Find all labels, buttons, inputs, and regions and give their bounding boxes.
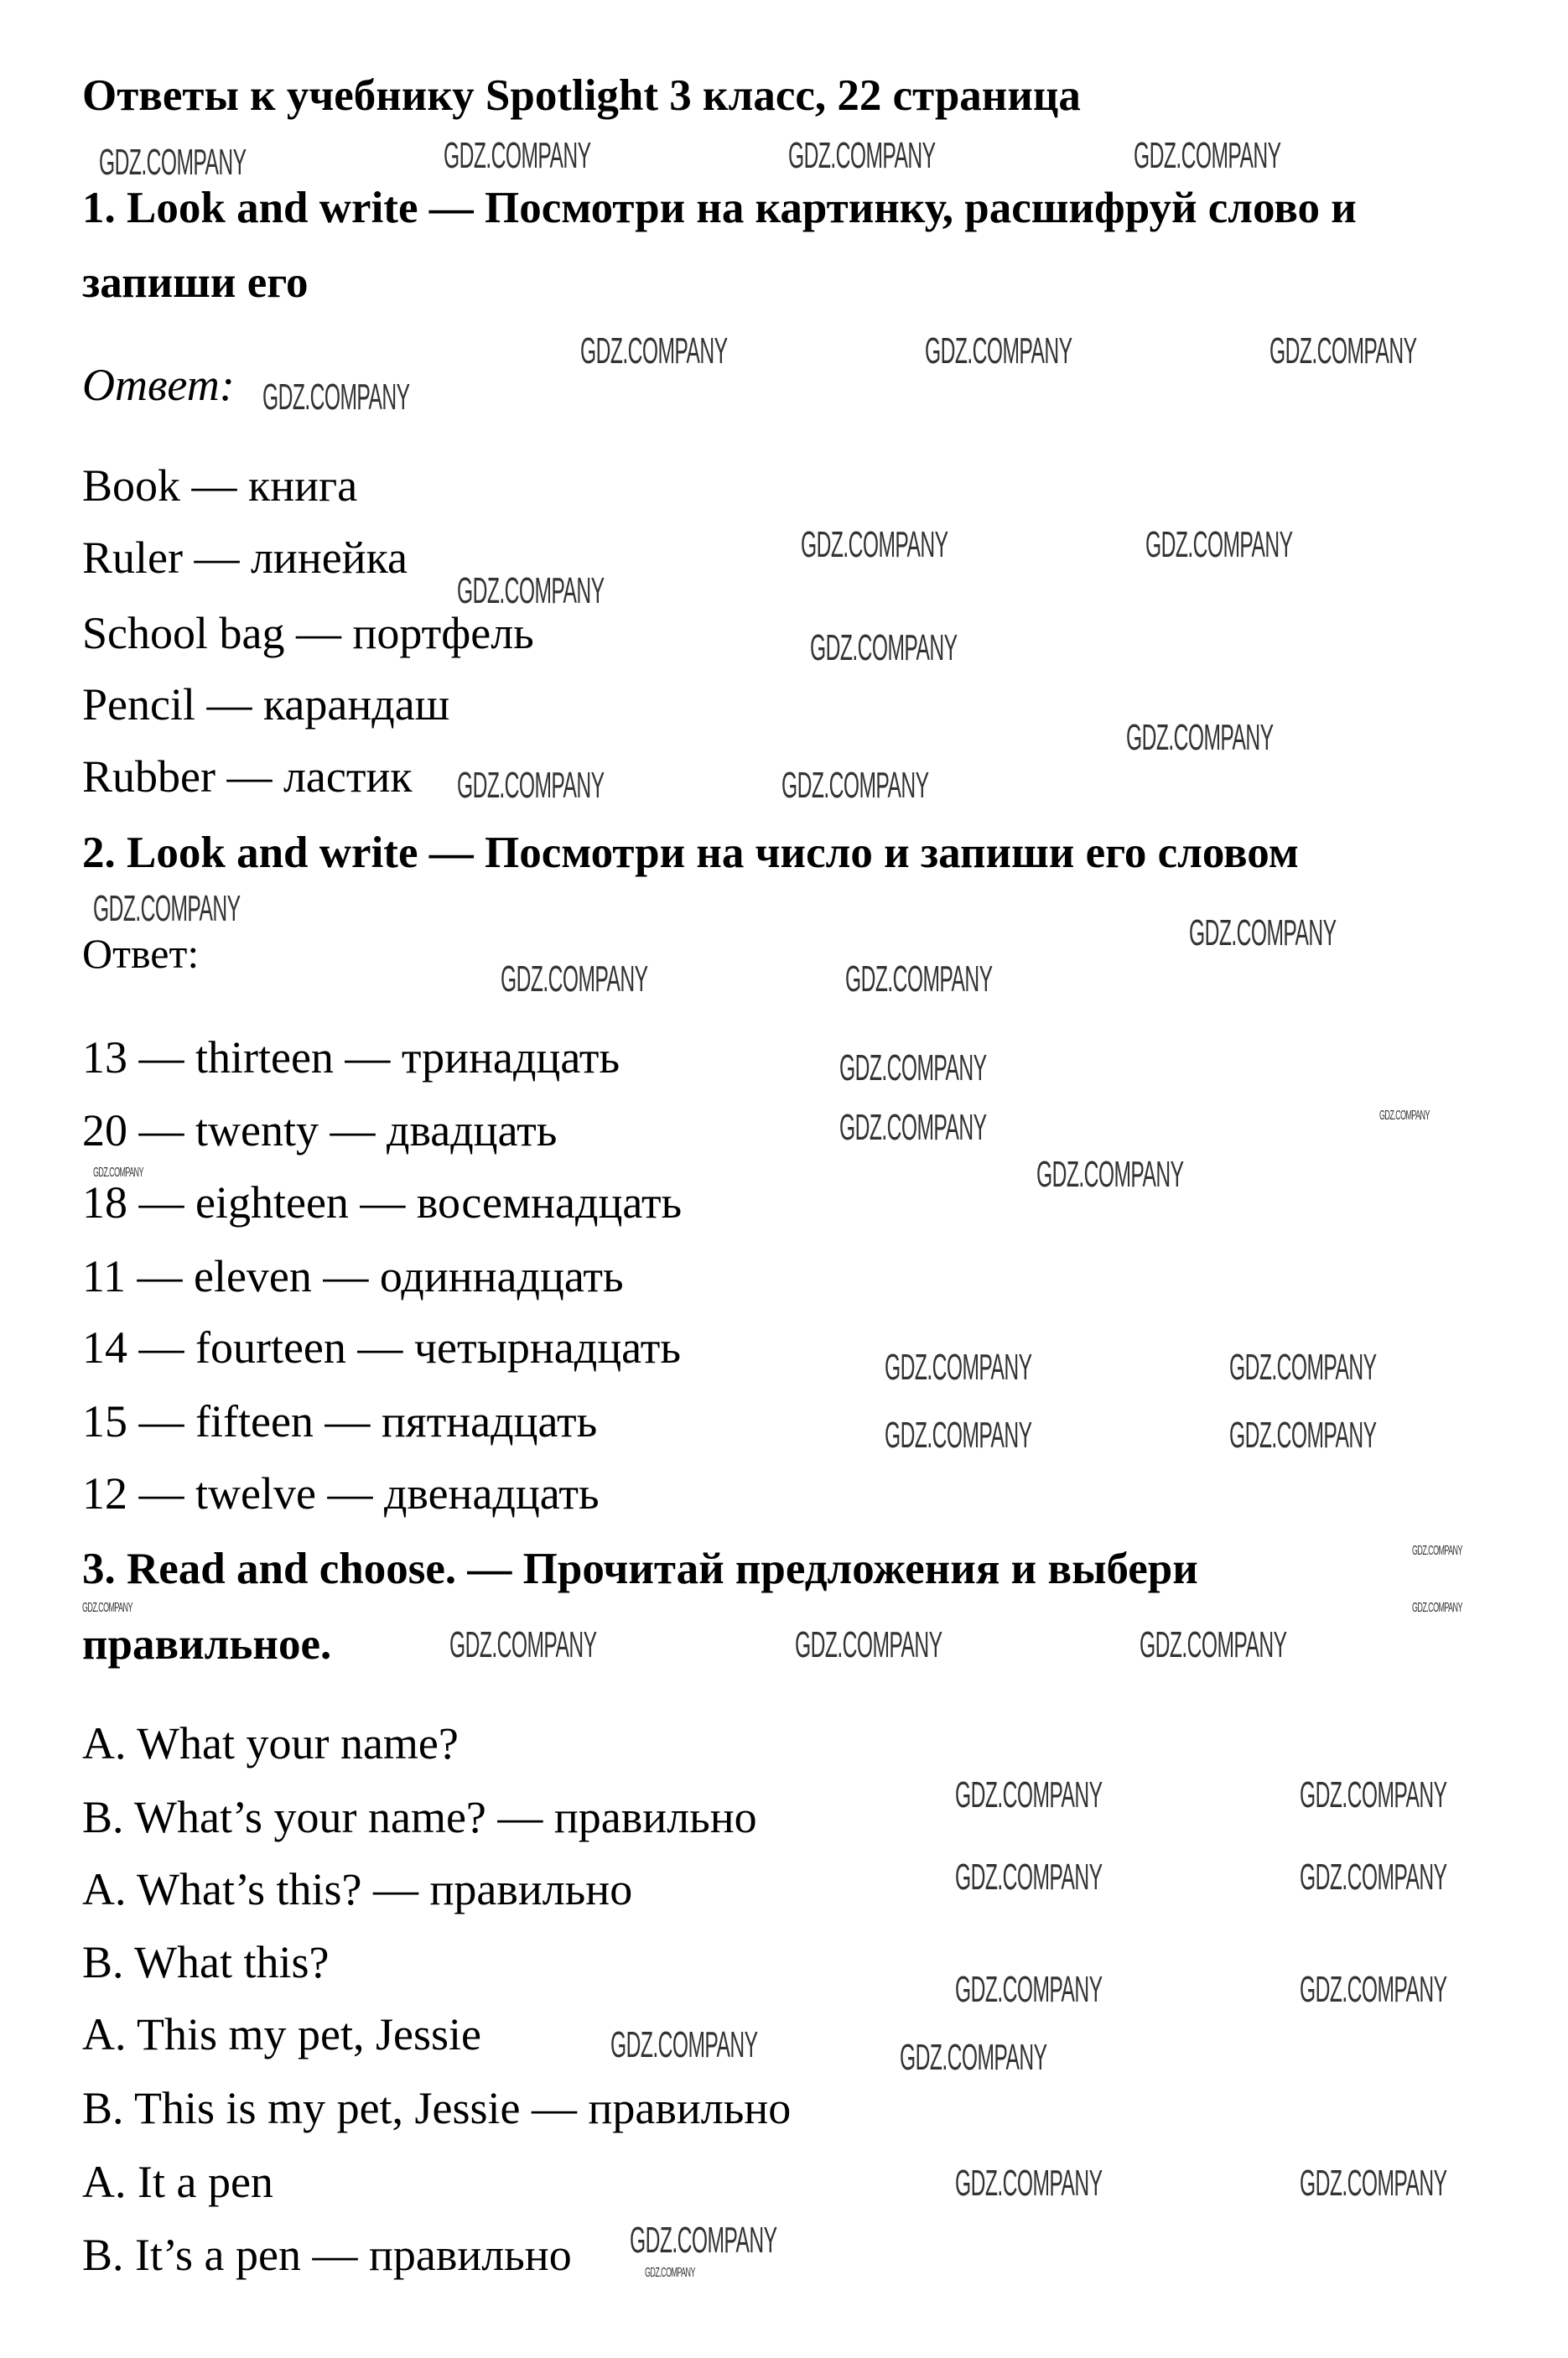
- watermark: GDZ.COMPANY: [1300, 2163, 1447, 2204]
- watermark: GDZ.COMPANY: [82, 1601, 132, 1615]
- watermark: GDZ.COMPANY: [262, 377, 410, 418]
- watermark: GDZ.COMPANY: [1412, 1601, 1462, 1615]
- section3-heading-cont: правильное.: [82, 1620, 332, 1669]
- answer-line: Book — книга: [82, 460, 358, 511]
- watermark: GDZ.COMPANY: [1189, 912, 1337, 953]
- watermark: GDZ.COMPANY: [955, 1774, 1103, 1815]
- watermark: GDZ.COMPANY: [839, 1107, 987, 1148]
- watermark: GDZ.COMPANY: [795, 1624, 942, 1665]
- watermark: GDZ.COMPANY: [925, 330, 1072, 371]
- answer-line: B. What’s your name? — правильно: [82, 1792, 757, 1842]
- watermark: GDZ.COMPANY: [449, 1624, 597, 1665]
- watermark: GDZ.COMPANY: [788, 135, 936, 176]
- page-title: Ответы к учебнику Spotlight 3 класс, 22 страница: [82, 71, 1081, 120]
- watermark: GDZ.COMPANY: [885, 1415, 1032, 1456]
- watermark: GDZ.COMPANY: [839, 1047, 987, 1088]
- watermark: GDZ.COMPANY: [1126, 717, 1274, 758]
- watermark: GDZ.COMPANY: [99, 142, 247, 183]
- answer-line: 11 — eleven — одиннадцать: [82, 1251, 624, 1301]
- section1-answer-label: Ответ:: [82, 360, 235, 410]
- watermark: GDZ.COMPANY: [810, 627, 958, 668]
- watermark: GDZ.COMPANY: [781, 765, 929, 806]
- watermark: GDZ.COMPANY: [93, 1166, 143, 1180]
- watermark: GDZ.COMPANY: [955, 1857, 1103, 1898]
- watermark: GDZ.COMPANY: [885, 1347, 1032, 1388]
- answer-line: 12 — twelve — двенадцать: [82, 1468, 600, 1519]
- watermark: GDZ.COMPANY: [801, 524, 948, 565]
- section1-heading: 1. Look and write — Посмотри на картинку, расшифруй слово и: [82, 184, 1357, 232]
- answer-line: A. It a pen: [82, 2157, 273, 2207]
- section1-heading-cont: запиши его: [82, 258, 309, 307]
- answer-line: A. This my pet, Jessie: [82, 2009, 481, 2059]
- watermark: GDZ.COMPANY: [1300, 1969, 1447, 2010]
- watermark: GDZ.COMPANY: [93, 888, 241, 929]
- watermark: GDZ.COMPANY: [444, 135, 591, 176]
- watermark: GDZ.COMPANY: [1036, 1154, 1184, 1195]
- answer-line: Pencil — карандаш: [82, 679, 450, 730]
- answer-line: A. What’s this? — правильно: [82, 1864, 633, 1914]
- watermark: GDZ.COMPANY: [1229, 1415, 1377, 1456]
- watermark: GDZ.COMPANY: [1412, 1544, 1462, 1558]
- answer-line: Ruler — линейка: [82, 532, 408, 583]
- watermark: GDZ.COMPANY: [580, 330, 728, 371]
- watermark: GDZ.COMPANY: [900, 2037, 1047, 2078]
- watermark: GDZ.COMPANY: [501, 958, 648, 1000]
- watermark: GDZ.COMPANY: [1134, 135, 1281, 176]
- watermark: GDZ.COMPANY: [610, 2024, 758, 2065]
- answer-line: 20 — twenty — двадцать: [82, 1105, 558, 1156]
- section2-heading: 2. Look and write — Посмотри на число и запиши его словом: [82, 828, 1299, 877]
- answer-line: B. What this?: [82, 1937, 330, 1987]
- watermark: GDZ.COMPANY: [845, 958, 993, 1000]
- answer-line: A. What your name?: [82, 1718, 459, 1768]
- watermark: GDZ.COMPANY: [1229, 1347, 1377, 1388]
- watermark: GDZ.COMPANY: [457, 570, 605, 611]
- watermark: GDZ.COMPANY: [645, 2266, 695, 2280]
- answer-line: Rubber — ластик: [82, 751, 413, 802]
- watermark: GDZ.COMPANY: [1269, 330, 1417, 371]
- watermark: GDZ.COMPANY: [457, 765, 605, 806]
- watermark: GDZ.COMPANY: [955, 2163, 1103, 2204]
- answer-line: School bag — портфель: [82, 608, 534, 658]
- watermark: GDZ.COMPANY: [1300, 1774, 1447, 1815]
- watermark: GDZ.COMPANY: [630, 2220, 777, 2261]
- answer-line: 18 — eighteen — восемнадцать: [82, 1177, 683, 1228]
- answer-line: B. This is my pet, Jessie — правильно: [82, 2083, 792, 2133]
- section3-heading: 3. Read and choose. — Прочитай предложения и выбери: [82, 1545, 1198, 1593]
- watermark: GDZ.COMPANY: [1140, 1624, 1287, 1665]
- watermark: GDZ.COMPANY: [955, 1969, 1103, 2010]
- answer-line: 13 — thirteen — тринадцать: [82, 1032, 620, 1083]
- section2-answer-label: Ответ:: [82, 930, 200, 977]
- watermark: GDZ.COMPANY: [1379, 1109, 1430, 1123]
- answer-line: 14 — fourteen — четырнадцать: [82, 1322, 681, 1373]
- watermark: GDZ.COMPANY: [1300, 1857, 1447, 1898]
- watermark: GDZ.COMPANY: [1145, 524, 1293, 565]
- answer-line: 15 — fifteen — пятнадцать: [82, 1396, 598, 1446]
- answer-line: B. It’s a pen — правильно: [82, 2230, 572, 2280]
